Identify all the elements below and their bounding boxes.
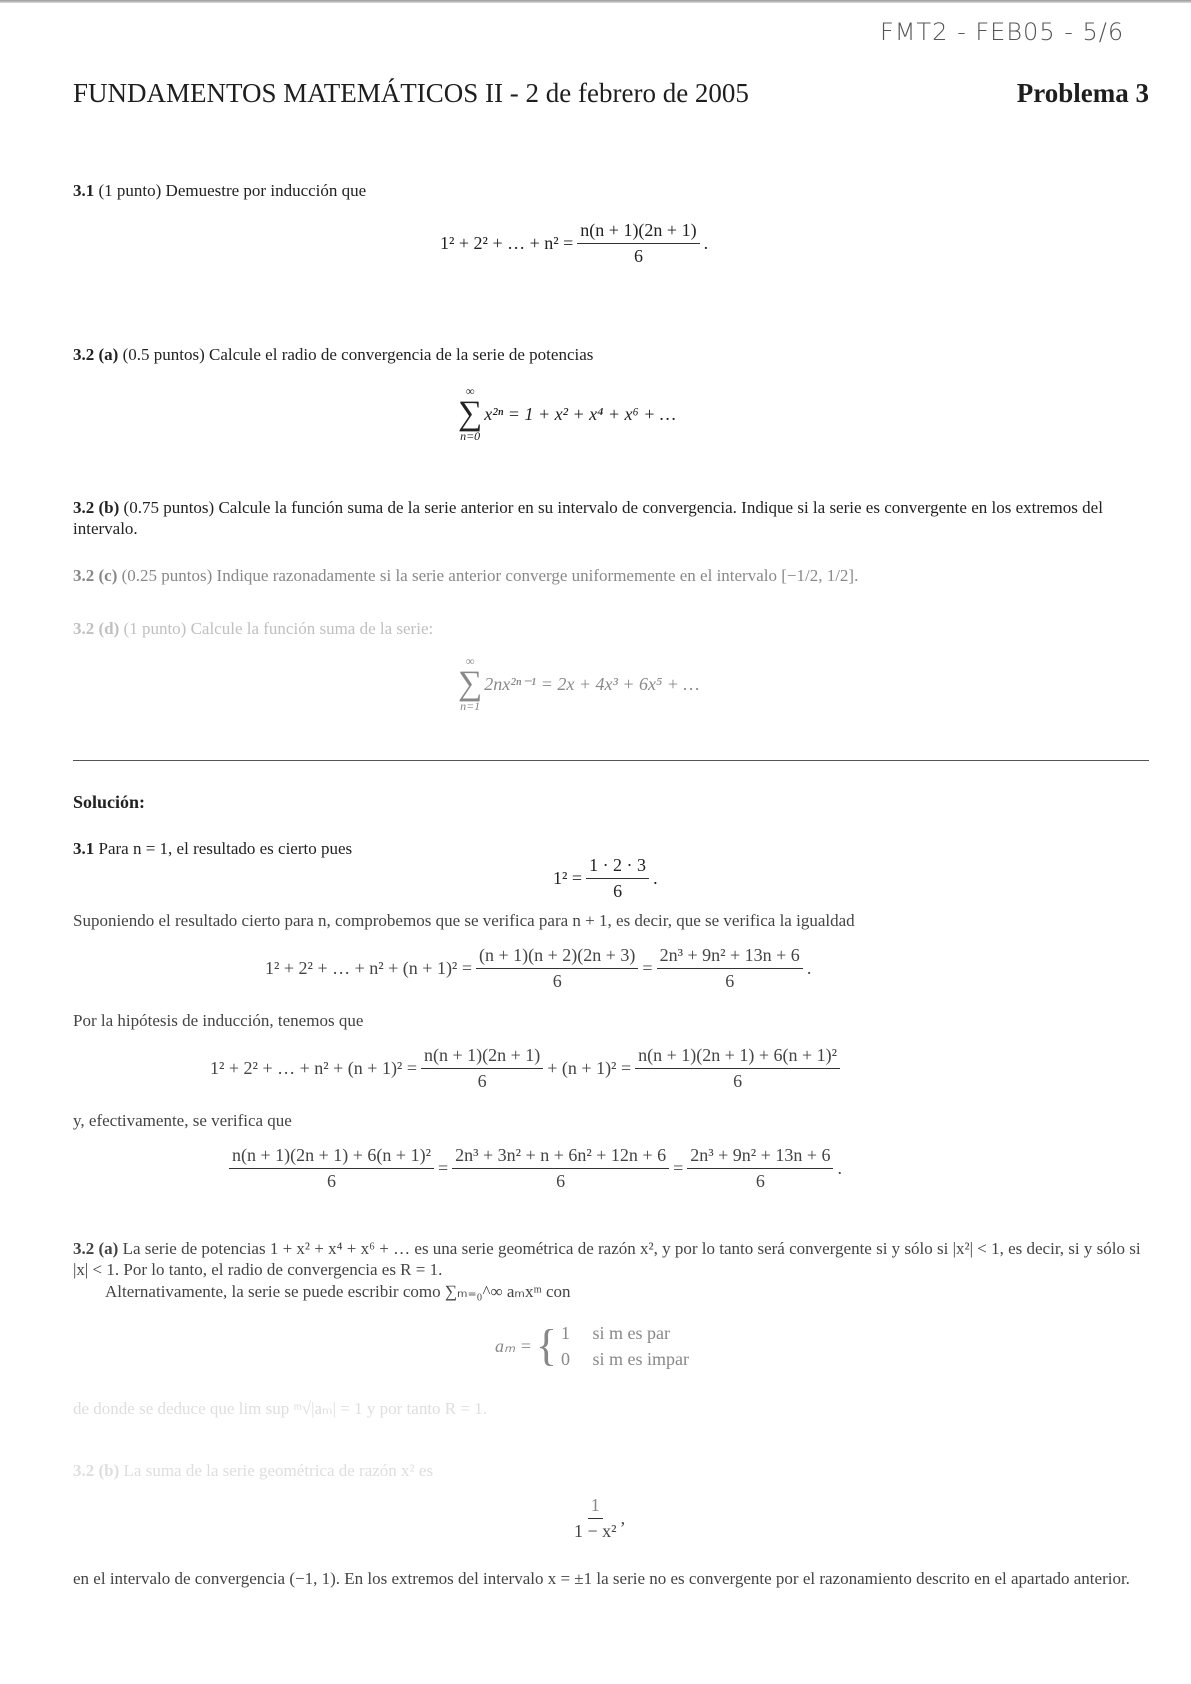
question-label: 3.2 (b) [73,498,120,517]
equation-3-2a [458,385,676,443]
question-points: (1 punto) [98,181,162,200]
solution-text: Para n = 1, el resultado es cierto pues [98,839,353,858]
equation-am-cases [495,1320,689,1372]
eq-body: 2nx²ⁿ⁻¹ = 2x + 4x³ + 6x⁵ + … [484,673,700,694]
equation-hypothesis [210,1045,844,1092]
numerator: n(n + 1)(2n + 1) [421,1045,543,1069]
eq-lhs: 1² + 2² + … + n² + (n + 1)² = [265,958,472,978]
denominator: 6 [755,1171,765,1191]
sum-upper: ∞ [465,654,475,668]
case-odd: 0 si m es impar [561,1349,689,1369]
question-3-1 [73,180,366,201]
fraction [229,1145,434,1192]
solution-label: 3.1 [73,839,95,858]
cases [561,1320,689,1372]
question-points: (1 punto) [123,619,187,638]
solution-3-2a-limsup: de donde se deduce que lim sup ᵐ√|aₘ| = 1 y por tanto R = 1. [73,1399,487,1418]
solution-verify-text: y, efectivamente, se verifica que [73,1111,292,1130]
denominator: 6 [733,1071,743,1091]
solution-heading: Solución: [73,792,146,812]
equation-verification: $\frac{\text{n(n + 1)(2n + 1) + 6(n + 1)²}}{6}$ = $\frac{\text{2n³ + 3n² + n + 6n² + 12n + 6}}{6}$ = $\frac{\text{2n³ + 9n² + 13n + 6}}{6}$ . [225,1145,842,1192]
fraction [574,1495,617,1542]
denominator: 1 − x² [574,1521,617,1541]
case-even: 1 si m es par [561,1323,670,1343]
question-3-2a [73,344,593,365]
denominator: 6 [556,1171,566,1191]
page-title: FUNDAMENTOS MATEMÁTICOS II - 2 de febrero de 2005 [73,78,749,108]
fraction [635,1045,840,1092]
numerator: 2n³ + 9n² + 13n + 6 [657,945,803,969]
denominator: 6 [326,1171,336,1191]
fraction [586,855,649,902]
question-label: 3.2 (d) [73,619,120,638]
sigma-symbol: ∑ [458,395,483,432]
eq-body: x²ⁿ = 1 + x² + x⁴ + x⁶ + … [484,403,676,424]
question-text: Indique razonadamente si la serie anterior converge uniformemente en el intervalo [−1/2, 1/2]. [216,566,859,585]
question-label: 3.1 [73,181,95,200]
section-divider [73,760,1149,761]
eq-lhs: aₘ = [495,1335,532,1356]
denominator: 6 [633,246,643,266]
solution-hypothesis-text: Por la hipótesis de inducción, tenemos que [73,1011,364,1030]
eq-lhs: 1² + 2² + … + n² = [440,233,574,253]
denominator: 6 [477,1071,487,1091]
solution-3-2a [73,1238,1149,1280]
question-text: Calcule la función suma de la serie: [190,619,434,638]
numerator: n(n + 1)(2n + 1) + 6(n + 1)² [229,1145,434,1169]
equation-3-1: 1² + 2² + … + n² = $\frac{n(n + 1)(2n + 1)}{6}$ . [440,220,709,266]
question-text: Calcule el radio de convergencia de la serie de potencias [209,345,594,364]
sigma-symbol: ∑ [458,665,483,702]
solution-3-2b-conclusion: en el intervalo de convergencia (−1, 1). En los extremos del intervalo x = ±1 la serie no es convergente por el razonamiento descrito en el apartado anterior. [73,1569,1130,1588]
numerator: 2n³ + 9n² + 13n + 6 [687,1145,833,1169]
solution-step-text: Suponiendo el resultado cierto para n, comprobemos que se verifica para n + 1, es decir, que se verifica la igualdad [73,911,855,930]
fraction [657,945,803,992]
scan-edge [0,0,1191,3]
sum-lower: n=0 [460,429,481,443]
numerator: n(n + 1)(2n + 1) + 6(n + 1)² [635,1045,840,1069]
numerator: n(n + 1)(2n + 1) [577,220,699,244]
summation [458,655,482,713]
question-label: 3.2 (c) [73,566,118,585]
question-text: Demuestre por inducción que [165,181,367,200]
solution-text: La serie de potencias 1 + x² + x⁴ + x⁶ + … es una serie geométrica de razón x², y por lo tanto será convergente si y sólo si |x²| < 1, es decir, si y sólo si |x| < 1. Por lo tanto, el radio de convergencia es R = 1. [73,1239,1141,1279]
eq-middle: + (n + 1)² = [547,1058,632,1078]
sum-lower: n=1 [460,699,481,713]
question-points: (0.5 puntos) [122,345,205,364]
solution-label: 3.2 (a) [73,1239,119,1258]
equation-geometric-sum: $\frac{1}{\text{1 − x²}}$ , [574,1495,626,1541]
eq-lhs: 1² + 2² + … + n² + (n + 1)² = [210,1058,417,1078]
question-3-2d [73,618,433,639]
question-points: (0.25 puntos) [121,566,213,585]
handwritten-note: FMT2 - FEB05 - 5/6 [880,18,1125,46]
numerator: (n + 1)(n + 2)(2n + 3) [476,945,638,969]
question-label: 3.2 (a) [73,345,119,364]
denominator: 6 [725,971,735,991]
equation-induction-goal: 1² + 2² + … + n² + (n + 1)² = $\frac{(n + 1)(n + 2)(2n + 3)}{6}$ = $\frac{\text{2n³ + 9n² + 13n + 6}}{6}$ . [265,945,812,991]
question-text: Calcule la función suma de la serie anterior en su intervalo de convergencia. Indique si la serie es convergente en los extremos del intervalo. [73,498,1103,538]
brace-symbol: { [535,1321,557,1370]
fraction [421,1045,543,1092]
summation [458,385,482,443]
numerator: 2n³ + 3n² + n + 6n² + 12n + 6 [452,1145,669,1169]
question-3-2b [73,497,1149,539]
equation-3-2d [458,655,699,713]
numerator: 1 · 2 · 3 [586,855,649,879]
problem-number: Problema 3 [1016,78,1149,108]
denominator: 6 [613,881,623,901]
page-header [73,78,1149,109]
numerator: 1 [588,1495,603,1519]
solution-text: La suma de la serie geométrica de razón x² es [123,1461,434,1480]
question-points: (0.75 puntos) [123,498,215,517]
solution-3-1-intro [73,838,352,859]
solution-3-2b-intro [73,1460,433,1481]
sum-upper: ∞ [465,384,475,398]
solution-label: 3.2 (b) [73,1461,120,1480]
fraction [452,1145,669,1192]
equation-base-case: 1² = $\frac{1 \cdot 2 \cdot 3}{6}$ . [553,855,658,901]
question-3-2c [73,565,1149,586]
denominator: 6 [552,971,562,991]
fraction [577,220,699,267]
solution-3-2a-alt: Alternativamente, la serie se puede escribir como ∑ₘ₌₀^∞ aₘxᵐ con [105,1282,571,1301]
fraction [687,1145,833,1192]
eq-lhs: 1² = [553,868,583,888]
fraction [476,945,638,992]
